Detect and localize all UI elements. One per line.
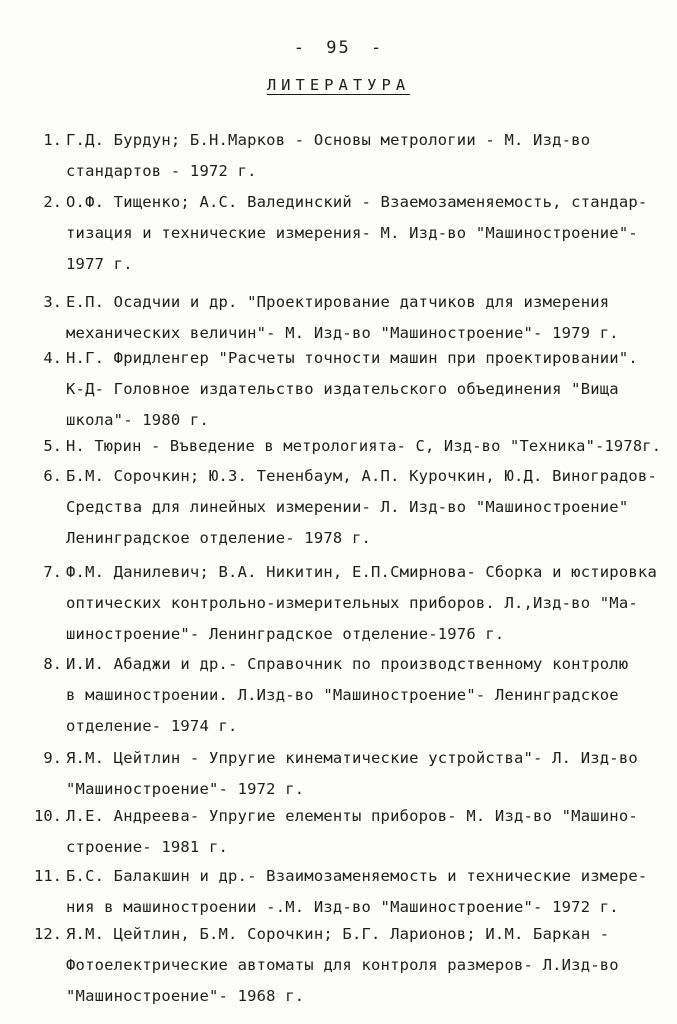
reference-number: 3. — [43, 293, 62, 311]
reference-text-line: механических величин"- М. Изд-во "Машиностроение"- 1979 г. — [66, 324, 619, 342]
reference-number: 6. — [43, 467, 62, 485]
page-number-value: 95 — [326, 38, 351, 58]
section-title: ЛИТЕРАТУРА — [266, 76, 411, 94]
reference-text-line: тизация и технические измерения- М. Изд-во "Машиностроение"- — [66, 224, 638, 242]
reference-text-line: стандартов - 1972 г. — [66, 162, 257, 180]
reference-number: 8. — [43, 655, 62, 673]
reference-text-line: Н.Г. Фридленгер "Расчеты точности машин при проектировании". — [66, 349, 638, 367]
reference-text-line: строение- 1981 г. — [66, 838, 229, 856]
reference-text-line: "Машиностроение"- 1968 г. — [66, 987, 305, 1005]
reference-text-line: Е.П. Осадчии и др. "Проектирование датчиков для измерения — [66, 293, 610, 311]
reference-text-line: оптических контрольно-измерительных приборов. Л.,Изд-во "Ма- — [66, 594, 638, 612]
page-number — [0, 38, 677, 58]
reference-text-line: Я.М. Цейтлин - Упругие кинематические устройства"- Л. Изд-во — [66, 749, 638, 767]
reference-text-line: ния в машиностроении -.М. Изд-во "Машиностроение"- 1972 г. — [66, 898, 619, 916]
reference-text-line: школа"- 1980 г. — [66, 411, 209, 429]
reference-number: 10. — [34, 807, 62, 825]
reference-text-line: Н. Тюрин - Въведение в метрологията- С, Изд-во "Техника"-1978г. — [66, 437, 662, 455]
reference-text-line: "Машиностроение"- 1972 г. — [66, 780, 305, 798]
reference-text-line: отделение- 1974 г. — [66, 717, 238, 735]
reference-text-line: Г.Д. Бурдун; Б.Н.Марков - Основы метрологии - М. Изд-во — [66, 131, 591, 149]
reference-text-line: К-Д- Головное издательство издательского объединения "Вища — [66, 380, 619, 398]
reference-text-line: Б.М. Сорочкин; Ю.З. Тененбаум, А.П. Курочкин, Ю.Д. Виноградов- — [66, 467, 657, 485]
reference-number: 1. — [43, 131, 62, 149]
reference-number: 9. — [43, 749, 62, 767]
reference-text-line: Фотоелектрические автоматы для контроля размеров- Л.Изд-во — [66, 956, 619, 974]
reference-text-line: в машиностроении. Л.Изд-во "Машиностроение"- Ленинградское — [66, 686, 619, 704]
reference-number: 11. — [34, 867, 62, 885]
reference-text-line: И.И. Абаджи и др.- Справочник по производственному контролю — [66, 655, 629, 673]
reference-number: 2. — [43, 193, 62, 211]
reference-text-line: О.Ф. Тищенко; А.С. Валединский - Взаемозаменяемость, стандар- — [66, 193, 648, 211]
reference-number: 5. — [43, 437, 62, 455]
reference-number: 4. — [43, 349, 62, 367]
reference-text-line: Средства для линейных измерении- Л. Изд-во "Машиностроение" — [66, 498, 629, 516]
reference-text-line: Л.Е. Андреева- Упругие елементы приборов- М. Изд-во "Машино- — [66, 807, 638, 825]
reference-text-line: шиностроение"- Ленинградское отделение-1976 г. — [66, 625, 505, 643]
reference-text-line: Ленинградское отделение- 1978 г. — [66, 529, 372, 547]
reference-number: 12. — [34, 925, 62, 943]
reference-text-line: 1977 г. — [66, 255, 133, 273]
reference-text-line: Б.С. Балакшин и др.- Взаимозаменяемость и технические измере- — [66, 867, 648, 885]
page-number-dash-right: - — [370, 38, 384, 58]
reference-text-line: Я.М. Цейтлин, Б.М. Сорочкин; Б.Г. Ларионов; И.М. Баркан - — [66, 925, 610, 943]
reference-number: 7. — [43, 563, 62, 581]
reference-text-line: Ф.М. Данилевич; В.А. Никитин, Е.П.Смирнова- Сборка и юстировка — [66, 563, 657, 581]
page-number-dash-left: - — [293, 38, 306, 58]
